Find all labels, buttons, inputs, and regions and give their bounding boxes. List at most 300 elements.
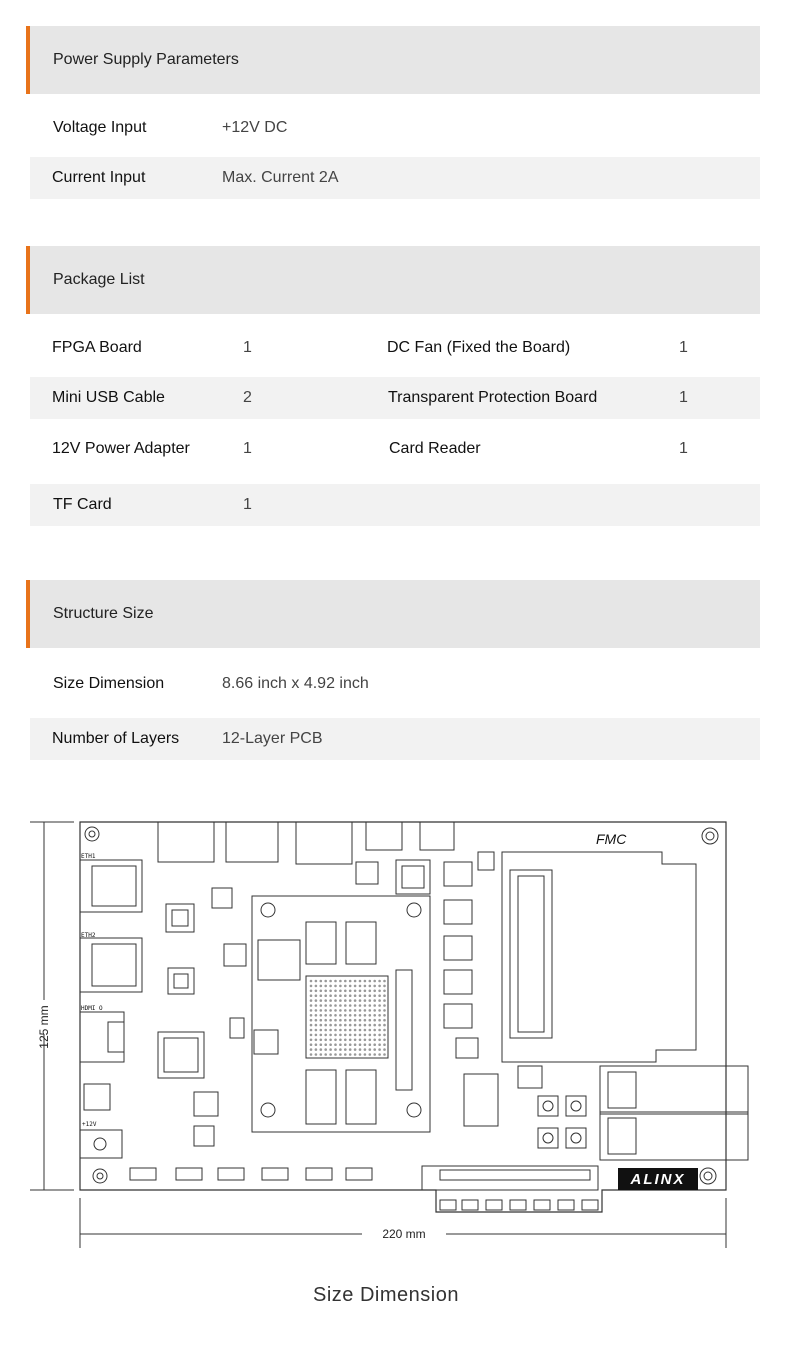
bga-ball <box>349 1039 352 1042</box>
bga-ball <box>383 1043 386 1046</box>
section-title: Power Supply Parameters <box>53 51 239 68</box>
bga-ball <box>359 1014 362 1017</box>
bga-ball <box>359 990 362 993</box>
bga-ball <box>359 1039 362 1042</box>
bga-ball <box>315 1019 318 1022</box>
bga-ball <box>324 1019 327 1022</box>
bga-ball <box>329 994 332 997</box>
bga-ball <box>354 1048 357 1051</box>
bga-ball <box>339 1039 342 1042</box>
bga-ball <box>349 1043 352 1046</box>
package-item-name: Transparent Protection Board <box>388 389 598 406</box>
bga-ball <box>334 1009 337 1012</box>
bga-ball <box>315 1029 318 1032</box>
bga-ball <box>369 1024 372 1027</box>
bga-ball <box>344 1039 347 1042</box>
bga-ball <box>320 980 323 983</box>
bga-ball <box>334 999 337 1002</box>
bga-ball <box>349 1029 352 1032</box>
bga-ball <box>369 990 372 993</box>
bga-ball <box>315 985 318 988</box>
bga-ball <box>339 1024 342 1027</box>
port-label: +12V <box>82 1121 97 1128</box>
bga-ball <box>349 1034 352 1037</box>
bga-ball <box>324 1039 327 1042</box>
bga-ball <box>324 1029 327 1032</box>
bga-ball <box>369 994 372 997</box>
bga-ball <box>329 1029 332 1032</box>
bga-ball <box>378 1019 381 1022</box>
bga-ball <box>364 1024 367 1027</box>
bga-ball <box>320 1029 323 1032</box>
bga-ball <box>349 994 352 997</box>
spec-row <box>30 157 760 199</box>
bga-ball <box>320 985 323 988</box>
bga-ball <box>315 1024 318 1027</box>
bga-ball <box>364 1034 367 1037</box>
bga-ball <box>315 1043 318 1046</box>
bga-ball <box>320 1043 323 1046</box>
bga-ball <box>310 1019 313 1022</box>
package-row <box>30 327 760 369</box>
bga-ball <box>329 985 332 988</box>
bga-ball <box>339 1004 342 1007</box>
spec-value: 8.66 inch x 4.92 inch <box>222 675 369 692</box>
bga-ball <box>378 1053 381 1056</box>
bga-ball <box>315 1039 318 1042</box>
bga-ball <box>310 999 313 1002</box>
bga-ball <box>378 980 381 983</box>
bga-ball <box>349 999 352 1002</box>
bga-ball <box>354 1053 357 1056</box>
bga-ball <box>378 1029 381 1032</box>
bga-ball <box>383 1019 386 1022</box>
bga-ball <box>320 990 323 993</box>
bga-ball <box>383 1009 386 1012</box>
bga-ball <box>329 1004 332 1007</box>
bga-ball <box>344 1029 347 1032</box>
bga-ball <box>339 1014 342 1017</box>
bga-ball <box>383 980 386 983</box>
bga-ball <box>354 1034 357 1037</box>
bga-ball <box>344 1048 347 1051</box>
bga-ball <box>364 994 367 997</box>
bga-ball <box>320 1014 323 1017</box>
small-ics <box>166 860 430 1146</box>
bga-ball <box>383 1004 386 1007</box>
bga-ball <box>334 1039 337 1042</box>
bga-ball <box>329 1034 332 1037</box>
bga-ball <box>364 990 367 993</box>
bga-ball <box>329 1024 332 1027</box>
hdmi-port <box>80 1012 124 1062</box>
bga-ball <box>324 999 327 1002</box>
bga-ball <box>349 1053 352 1056</box>
bga-ball <box>339 980 342 983</box>
spec-row <box>30 718 760 760</box>
bga-ball <box>315 1048 318 1051</box>
bga-ball <box>310 1053 313 1056</box>
port-label: ETH1 <box>81 853 96 860</box>
bga-ball <box>383 1053 386 1056</box>
bga-ball <box>344 985 347 988</box>
bga-ball <box>334 1024 337 1027</box>
bga-ball <box>383 1048 386 1051</box>
bga-ball <box>339 1019 342 1022</box>
bga-ball <box>315 994 318 997</box>
bga-ball <box>324 1034 327 1037</box>
bga-ball <box>349 1024 352 1027</box>
package-item-qty: 1 <box>243 496 252 513</box>
bga-ball <box>334 1034 337 1037</box>
bga-ball <box>378 1024 381 1027</box>
bga-ball <box>310 1004 313 1007</box>
spec-row <box>30 663 760 705</box>
bga-ball <box>334 1043 337 1046</box>
spec-row <box>30 107 760 149</box>
bga-ball <box>339 994 342 997</box>
bga-ball <box>373 1048 376 1051</box>
bga-ball <box>324 980 327 983</box>
bga-ball <box>373 1029 376 1032</box>
package-item-name: 12V Power Adapter <box>52 440 190 457</box>
bga-ball <box>364 1043 367 1046</box>
bga-ball <box>383 1024 386 1027</box>
bga-ball <box>310 1014 313 1017</box>
bga-ball <box>324 1004 327 1007</box>
bga-ball <box>349 990 352 993</box>
bga-ball <box>373 980 376 983</box>
bga-ball <box>344 994 347 997</box>
bga-ball <box>339 1029 342 1032</box>
package-item-qty: 1 <box>679 440 688 457</box>
bga-ball <box>378 1039 381 1042</box>
port-label: HDMI O <box>81 1005 103 1012</box>
bga-ball <box>329 1048 332 1051</box>
bga-ball <box>354 990 357 993</box>
bga-ball <box>344 990 347 993</box>
fmc-connector <box>502 852 696 1062</box>
package-section-header <box>26 246 760 314</box>
bga-ball <box>334 980 337 983</box>
bga-ball <box>339 999 342 1002</box>
push-buttons <box>538 1096 586 1148</box>
figure-caption: Size Dimension <box>313 1284 459 1306</box>
bga-ball <box>344 1034 347 1037</box>
bga-ball <box>334 1004 337 1007</box>
bga-ball <box>369 1004 372 1007</box>
bga-ball <box>359 1048 362 1051</box>
bga-ball <box>339 1043 342 1046</box>
bga-ball <box>310 980 313 983</box>
bga-ball <box>310 1024 313 1027</box>
bga-ball <box>349 980 352 983</box>
bga-ball <box>383 999 386 1002</box>
bga-ball <box>315 999 318 1002</box>
bga-ball <box>373 1034 376 1037</box>
bga-ball <box>344 1043 347 1046</box>
bga-ball <box>359 1004 362 1007</box>
bga-ball <box>339 1053 342 1056</box>
package-row <box>30 377 760 419</box>
bga-ball <box>373 1053 376 1056</box>
bga-ball <box>373 999 376 1002</box>
bga-ball <box>344 999 347 1002</box>
bga-ball <box>320 999 323 1002</box>
bga-ball <box>383 1029 386 1032</box>
bga-ball <box>339 1009 342 1012</box>
bga-ball <box>378 1004 381 1007</box>
ethernet-ports <box>80 860 142 992</box>
bga-ball <box>359 994 362 997</box>
bga-ball <box>364 980 367 983</box>
bga-ball <box>349 1019 352 1022</box>
package-item-name: FPGA Board <box>52 339 142 356</box>
bga-ball <box>339 990 342 993</box>
height-dimension-label: 125 mm <box>37 1005 51 1049</box>
bga-ball <box>329 1053 332 1056</box>
bga-ball <box>359 1009 362 1012</box>
package-item-qty: 1 <box>243 339 252 356</box>
package-item-name: Mini USB Cable <box>52 389 165 406</box>
bga-ball <box>324 1048 327 1051</box>
section-accent-bar <box>26 26 30 94</box>
bga-ball <box>373 1019 376 1022</box>
qfp-chip <box>158 1032 204 1078</box>
bga-ball <box>324 985 327 988</box>
bga-ball <box>359 980 362 983</box>
bga-ball <box>329 990 332 993</box>
spec-value: Max. Current 2A <box>222 169 339 186</box>
bga-ball <box>354 1014 357 1017</box>
top-usb-connectors <box>158 822 454 864</box>
bga-ball <box>329 1019 332 1022</box>
bga-ball <box>315 1004 318 1007</box>
bga-ball <box>378 1014 381 1017</box>
bga-ball <box>324 1009 327 1012</box>
bga-ball <box>354 1039 357 1042</box>
spec-label: Voltage Input <box>53 119 147 136</box>
bga-ball <box>310 990 313 993</box>
bottom-keys <box>130 1168 372 1180</box>
bga-ball <box>369 1034 372 1037</box>
bga-ball <box>364 1004 367 1007</box>
bga-ball <box>315 1009 318 1012</box>
bga-ball <box>320 1039 323 1042</box>
bga-ball <box>339 1034 342 1037</box>
package-item-qty: 2 <box>243 389 252 406</box>
bga-ball <box>320 1004 323 1007</box>
bga-ball <box>359 1029 362 1032</box>
bga-ball <box>369 1043 372 1046</box>
bga-ball <box>378 1009 381 1012</box>
bga-ball <box>329 1039 332 1042</box>
bga-ball <box>320 994 323 997</box>
package-item-qty: 1 <box>679 339 688 356</box>
bga-ball <box>369 1029 372 1032</box>
width-dimension-label: 220 mm <box>382 1227 426 1241</box>
bga-ball <box>310 1034 313 1037</box>
bga-ball <box>315 1034 318 1037</box>
bga-ball <box>354 1029 357 1032</box>
bga-ball <box>349 1048 352 1051</box>
section-accent-bar <box>26 246 30 314</box>
bga-ball <box>315 1014 318 1017</box>
bga-ball <box>364 1014 367 1017</box>
bga-ball <box>320 1048 323 1051</box>
bga-ball <box>378 1048 381 1051</box>
spec-value: +12V DC <box>222 119 288 136</box>
bga-ball <box>364 1009 367 1012</box>
bga-ball <box>334 985 337 988</box>
bga-ball <box>334 1048 337 1051</box>
bga-ball <box>378 985 381 988</box>
bga-ball <box>378 1034 381 1037</box>
bga-ball <box>344 1024 347 1027</box>
bga-ball <box>373 1024 376 1027</box>
bga-ball <box>383 1014 386 1017</box>
bga-ball <box>320 1034 323 1037</box>
fmc-label: FMC <box>596 831 627 847</box>
svg-text:ALINX: ALINX <box>630 1171 686 1188</box>
bga-ball <box>369 985 372 988</box>
bga-ball <box>315 980 318 983</box>
package-row <box>30 484 760 526</box>
bga-ball <box>329 980 332 983</box>
bga-ball <box>373 994 376 997</box>
bga-ball <box>359 1034 362 1037</box>
bga-ball <box>354 1004 357 1007</box>
bga-ball <box>383 990 386 993</box>
bga-ball <box>354 1009 357 1012</box>
bga-ball <box>320 1019 323 1022</box>
package-item-name: Card Reader <box>389 440 481 457</box>
bga-ball <box>369 1053 372 1056</box>
bga-ball <box>334 990 337 993</box>
pcie-edge-connector <box>422 1166 598 1210</box>
package-item-name: DC Fan (Fixed the Board) <box>387 339 571 356</box>
bga-ball <box>334 1029 337 1032</box>
bga-ball <box>324 994 327 997</box>
bga-ball <box>369 1048 372 1051</box>
bga-ball <box>373 990 376 993</box>
bga-ball <box>369 1014 372 1017</box>
bga-ball <box>359 1053 362 1056</box>
section-accent-bar <box>26 580 30 648</box>
alinx-logo <box>618 1168 698 1190</box>
bga-ball <box>359 985 362 988</box>
bga-ball <box>310 1029 313 1032</box>
section-title: Structure Size <box>53 605 154 622</box>
bga-ball <box>339 985 342 988</box>
bga-ball <box>354 1043 357 1046</box>
bga-ball <box>315 990 318 993</box>
power-regulators <box>444 852 542 1126</box>
bga-ball <box>373 1039 376 1042</box>
bga-ball <box>315 1053 318 1056</box>
bga-ball <box>369 999 372 1002</box>
bga-ball <box>324 1053 327 1056</box>
bga-ball <box>334 1053 337 1056</box>
bga-ball <box>344 1053 347 1056</box>
bga-ball <box>320 1024 323 1027</box>
bga-ball <box>310 1039 313 1042</box>
bga-ball <box>373 985 376 988</box>
bga-ball <box>378 1043 381 1046</box>
bga-ball <box>354 1019 357 1022</box>
bga-ball <box>378 999 381 1002</box>
bga-ball <box>329 999 332 1002</box>
bga-ball <box>354 985 357 988</box>
bga-ball <box>334 1014 337 1017</box>
section-title: Package List <box>53 271 145 288</box>
package-item-qty: 1 <box>243 440 252 457</box>
bga-ball <box>364 985 367 988</box>
bga-ball <box>324 1043 327 1046</box>
bga-ball <box>369 980 372 983</box>
package-row <box>30 428 760 470</box>
bga-ball <box>354 980 357 983</box>
bga-ball <box>310 1009 313 1012</box>
bga-ball <box>344 1004 347 1007</box>
bga-ball <box>349 1009 352 1012</box>
port-label: ETH2 <box>81 932 96 939</box>
package-item-name: TF Card <box>53 496 112 513</box>
package-item-qty: 1 <box>679 389 688 406</box>
bga-ball <box>339 1048 342 1051</box>
power-section-header <box>26 26 760 94</box>
bga-ball <box>383 1034 386 1037</box>
bga-ball <box>364 1048 367 1051</box>
bga-ball <box>373 1009 376 1012</box>
bga-ball <box>369 1019 372 1022</box>
spec-label: Current Input <box>52 169 146 186</box>
bga-ball <box>344 1014 347 1017</box>
bga-ball <box>364 1053 367 1056</box>
bga-ball <box>364 1039 367 1042</box>
bga-ball <box>344 980 347 983</box>
bga-ball <box>324 1024 327 1027</box>
bga-ball <box>334 1019 337 1022</box>
fpga-chip-area <box>252 896 430 1132</box>
bga-ball <box>369 1039 372 1042</box>
bga-ball <box>378 994 381 997</box>
bga-ball <box>344 1019 347 1022</box>
bga-ball <box>383 994 386 997</box>
bga-pattern <box>310 980 386 1056</box>
bga-ball <box>359 999 362 1002</box>
bga-ball <box>320 1053 323 1056</box>
bga-ball <box>359 1019 362 1022</box>
bga-ball <box>354 999 357 1002</box>
spec-label: Size Dimension <box>53 675 165 692</box>
bga-ball <box>369 1009 372 1012</box>
bga-ball <box>364 1029 367 1032</box>
bga-ball <box>310 994 313 997</box>
bga-ball <box>310 1043 313 1046</box>
bga-ball <box>344 1009 347 1012</box>
bga-ball <box>349 1004 352 1007</box>
bga-ball <box>359 1043 362 1046</box>
bga-ball <box>354 994 357 997</box>
bga-ball <box>383 1039 386 1042</box>
bga-ball <box>364 999 367 1002</box>
bga-ball <box>373 1014 376 1017</box>
bga-ball <box>329 1043 332 1046</box>
bga-ball <box>324 1014 327 1017</box>
bga-ball <box>354 1024 357 1027</box>
bga-ball <box>329 1014 332 1017</box>
